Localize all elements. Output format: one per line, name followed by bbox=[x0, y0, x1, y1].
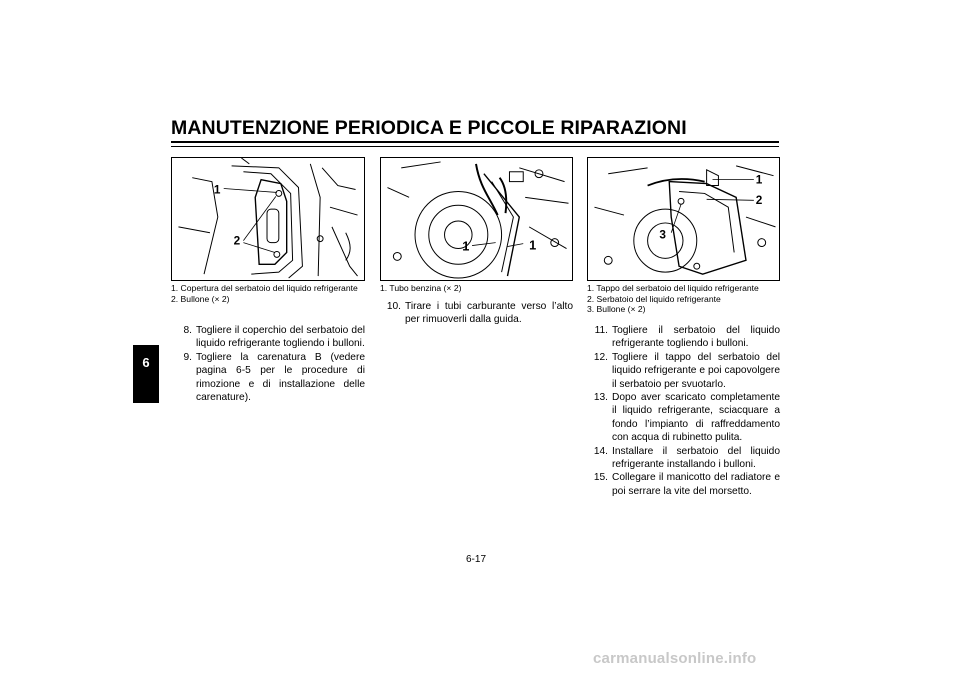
list-item bbox=[380, 300, 573, 327]
step-number: 15. bbox=[593, 472, 608, 484]
callout-label: 3 bbox=[659, 227, 666, 242]
header-rule-thick bbox=[171, 141, 779, 143]
list-item bbox=[171, 324, 365, 351]
list-item bbox=[587, 471, 780, 498]
list-item bbox=[587, 351, 780, 391]
step-text: Togliere il coperchio del serbatoio del liquido refrigerante togliendo i bulloni. bbox=[196, 325, 365, 350]
callout-label: 1 bbox=[213, 182, 221, 197]
step-text: Togliere la carenatura B (vedere pagina 6-5 per le procedure di rimozione e di installazione delle carenature). bbox=[196, 351, 365, 404]
callout-label: 2 bbox=[233, 233, 241, 248]
step-text: Tirare i tubi carburante verso l’alto per rimuoverli dalla guida. bbox=[405, 301, 573, 326]
steps-column-2 bbox=[380, 300, 573, 327]
figure-coolant-reservoir bbox=[587, 157, 780, 281]
steps-column-3 bbox=[587, 324, 780, 498]
step-number: 8. bbox=[183, 325, 192, 336]
header-rule-thin bbox=[171, 146, 779, 147]
figure-fuel-hoses bbox=[380, 157, 573, 281]
step-text: Installare il serbatoio del liquido refrigerante installando i bulloni. bbox=[612, 445, 780, 471]
figure-1-captions bbox=[171, 283, 365, 304]
step-text: Collegare il manicotto del radiatore e poi serrare la vite del morsetto. bbox=[612, 472, 780, 497]
figure-fuel-hoses-drawing bbox=[381, 158, 572, 280]
figure-coolant-reservoir-drawing bbox=[588, 158, 779, 280]
callout-label: 1 bbox=[462, 238, 470, 254]
step-number: 14. bbox=[593, 445, 608, 457]
caption-item: 3. Bullone (× 2) bbox=[587, 304, 646, 315]
list-item bbox=[171, 351, 365, 405]
step-text: Togliere il serbatoio del liquido refrigerante togliendo i bulloni. bbox=[612, 325, 780, 350]
page-number: 6-17 bbox=[466, 554, 487, 565]
step-number: 9. bbox=[183, 351, 192, 363]
list-item bbox=[587, 324, 780, 351]
figure-coolant-cover bbox=[171, 157, 365, 281]
callout-label: 2 bbox=[755, 193, 763, 208]
figure-2-captions bbox=[380, 283, 573, 294]
callout-label: 1 bbox=[529, 237, 537, 253]
watermark[interactable]: carmanualsonline.info bbox=[593, 650, 757, 667]
figure-3-captions bbox=[587, 283, 780, 315]
page-title: MANUTENZIONE PERIODICA E PICCOLE RIPARAZIONI bbox=[171, 117, 687, 139]
chapter-tab: 6 bbox=[133, 345, 159, 403]
caption-item: 1. Tappo del serbatoio del liquido refrigerante bbox=[587, 283, 759, 293]
figure-coolant-cover-drawing bbox=[172, 158, 364, 280]
caption-item: 2. Serbatoio del liquido refrigerante bbox=[587, 293, 721, 304]
step-number: 10. bbox=[386, 301, 401, 312]
steps-column-1 bbox=[171, 324, 365, 404]
callout-label: 1 bbox=[755, 172, 763, 187]
step-number: 12. bbox=[593, 351, 608, 363]
step-number: 11. bbox=[594, 325, 608, 336]
step-text: Togliere il tappo del serbatoio del liquido refrigerante e poi capovolgere il serbatoio per svuotarlo. bbox=[612, 351, 780, 390]
step-number: 13. bbox=[593, 392, 608, 404]
caption-item: 1. Tubo benzina (× 2) bbox=[380, 283, 462, 293]
caption-item: 1. Copertura del serbatoio del liquido refrigerante bbox=[171, 283, 358, 293]
step-text: Dopo aver scaricato completamente il liquido refrigerante, sciacquare a fondo l’impianto di raffreddamento con acqua di rubinetto pulita. bbox=[612, 392, 780, 444]
list-item bbox=[587, 391, 780, 445]
caption-item: 2. Bullone (× 2) bbox=[171, 293, 230, 304]
list-item bbox=[587, 445, 780, 472]
